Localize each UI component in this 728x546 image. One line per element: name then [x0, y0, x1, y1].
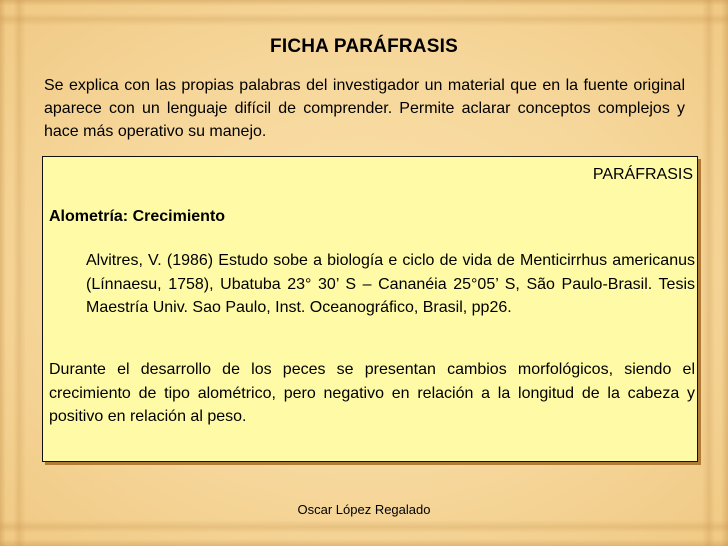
intro-paragraph: Se explica con las propias palabras del investigador un material que en la fuente original aparece con un lenguaje difícil de comprender. Permite aclarar conceptos complejos y hace más operativo su manejo.: [44, 77, 685, 140]
paraphrase-text: Durante el desarrollo de los peces se presentan cambios morfológicos, siendo el crecimiento de tipo alométrico, pero negativo en relación a la longitud de la cabeza y positivo en relación al peso.: [49, 361, 695, 425]
page-title: FICHA PARÁFRASIS: [270, 36, 458, 57]
paraphrase-card: [42, 156, 698, 462]
card-subtitle: Alometría: Crecimiento: [49, 208, 226, 225]
card-type-label: PARÁFRASIS: [592, 166, 693, 183]
bibliographic-reference: Alvitres, V. (1986) Estudo sobe a biología e ciclo de vida de Menticirrhus americanus (Línnaesu, 1758), Ubatuba 23° 30’ S – Cananéia 25°05’ S, São Paulo-Brasil. Tesis Maestría Univ. Sao Paulo, Inst. Oceanográfico, Brasil, pp26.: [86, 252, 695, 316]
author-footer: Oscar López Regalado: [297, 502, 431, 517]
